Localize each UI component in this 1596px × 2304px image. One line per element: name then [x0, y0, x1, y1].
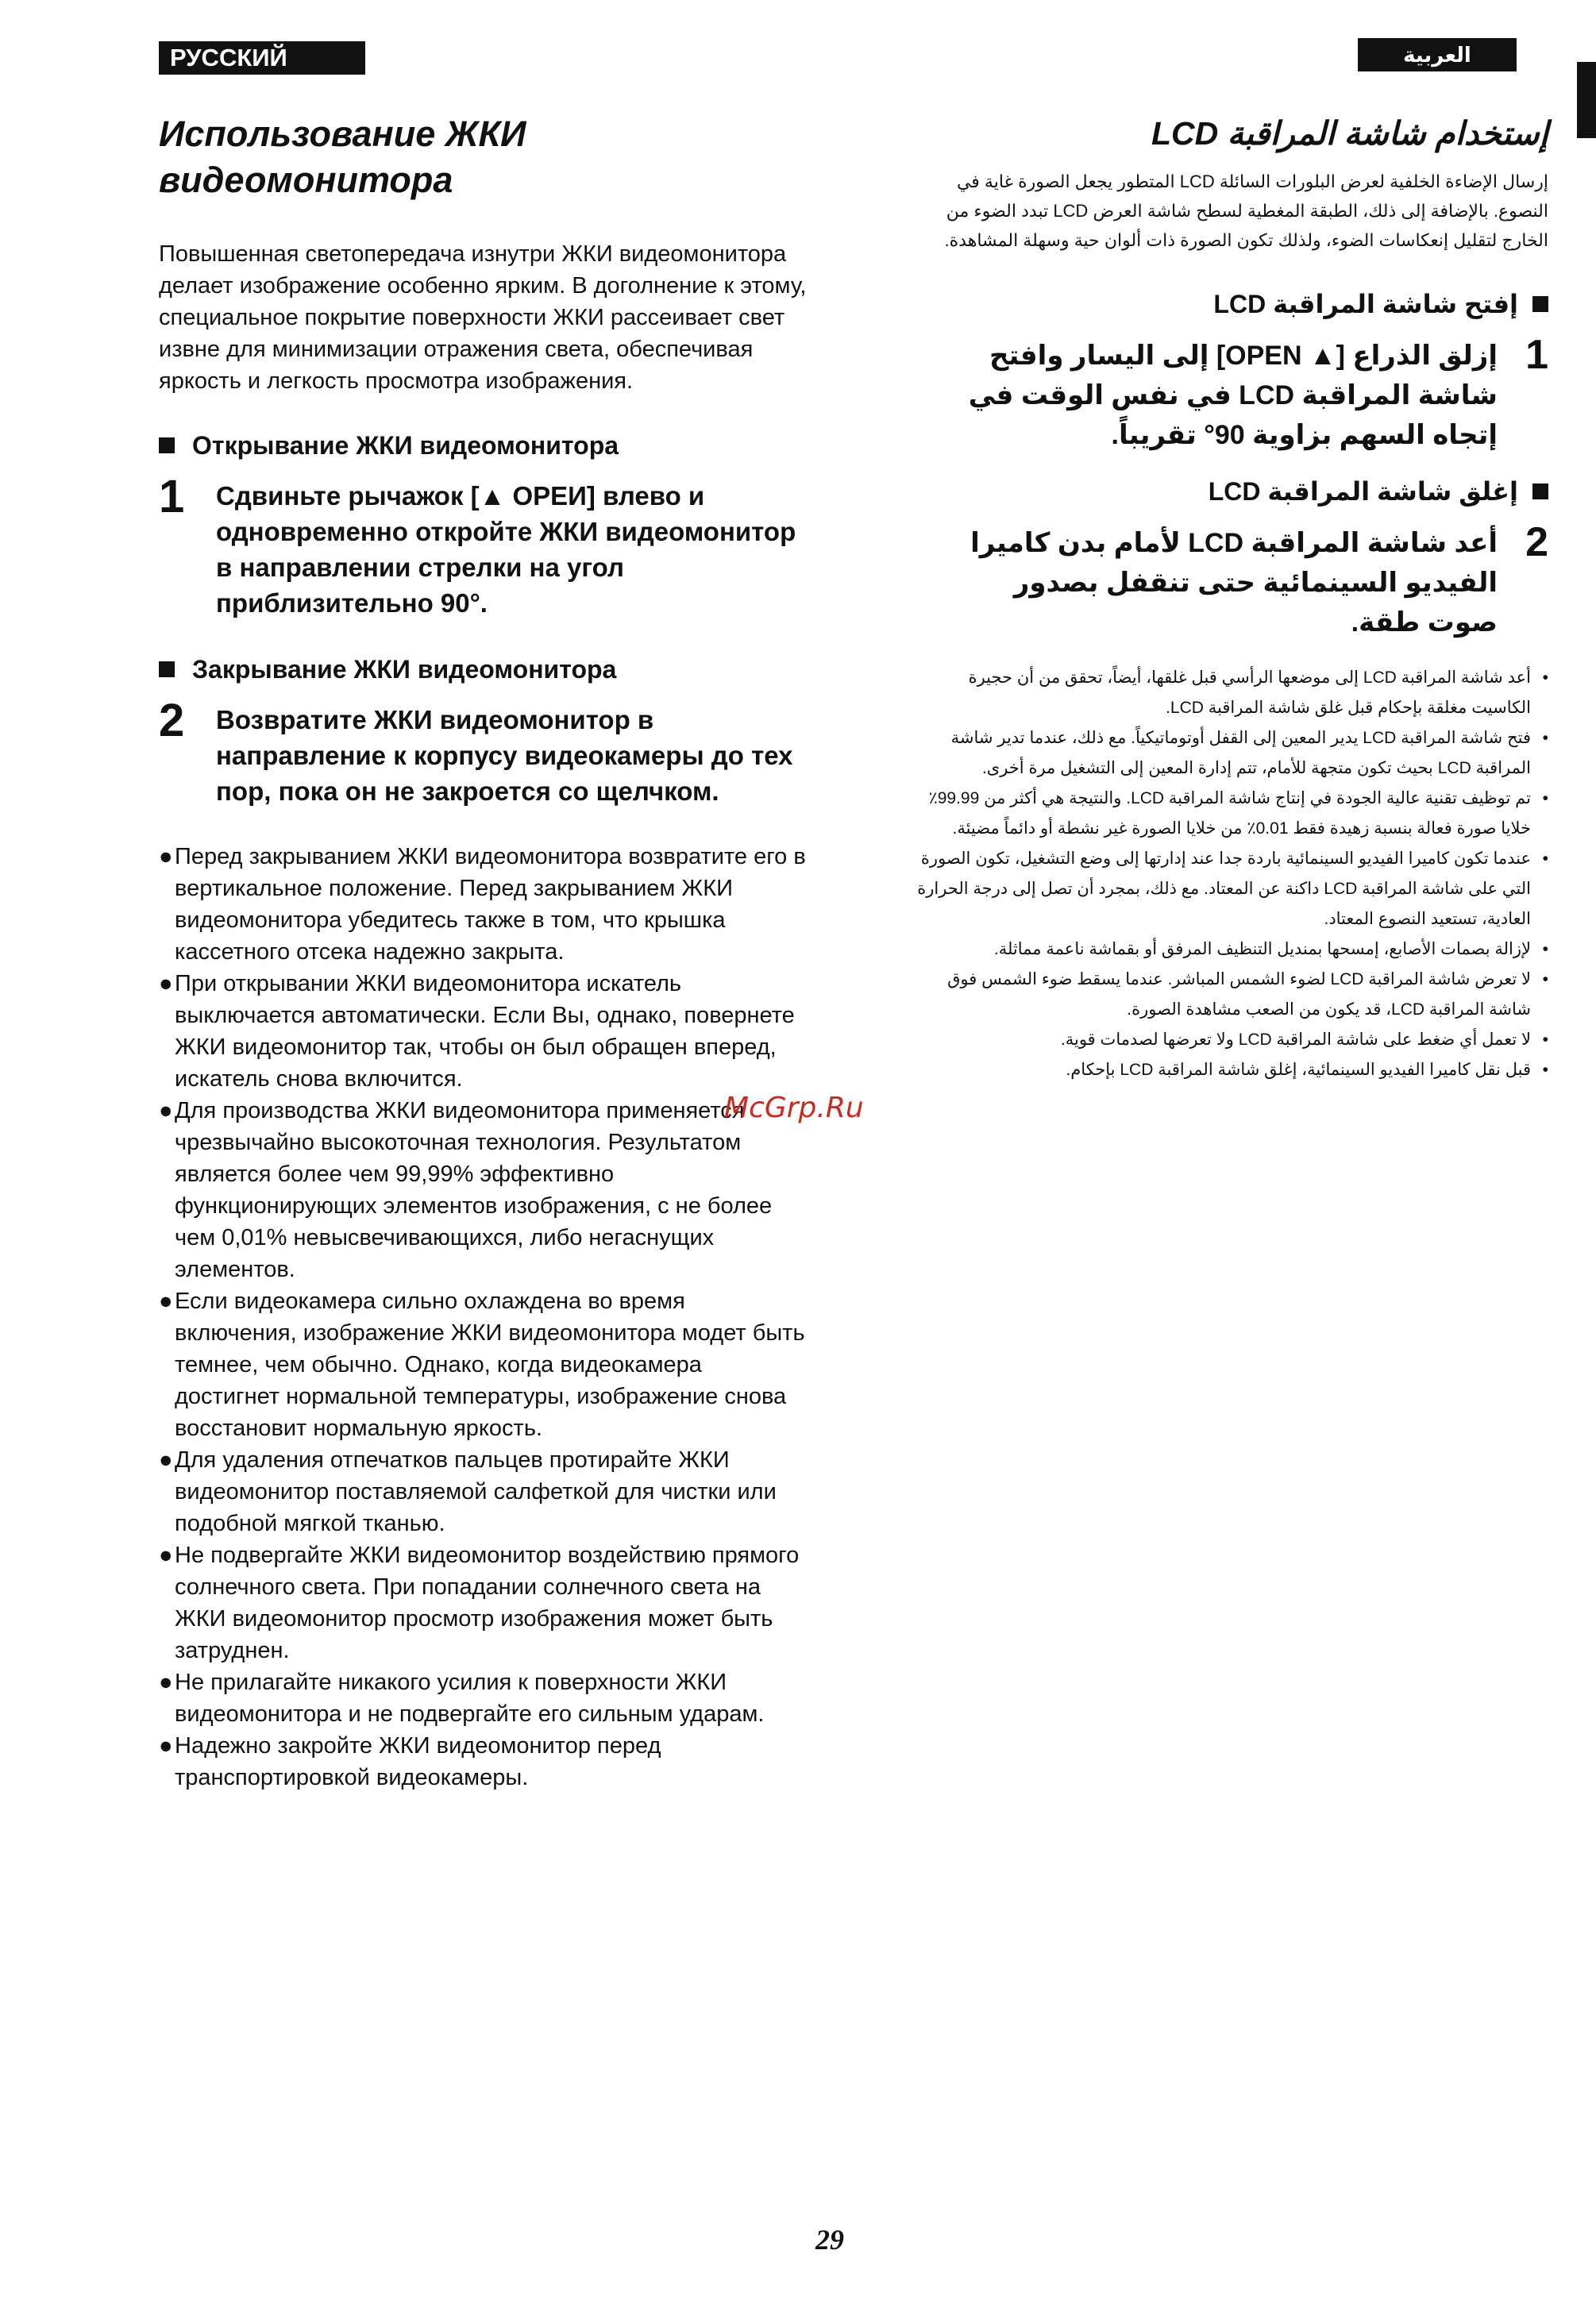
list-item: ● Не подвергайте ЖКИ видеомонитор воздействию прямого солнечного света. При попадании солнечного света на ЖКИ видеомонитор просмотр изображения может быть затруднен. [159, 1539, 810, 1666]
page-title-line-2: видеомонитора [159, 160, 453, 200]
arabic-step-1-number: 1 [1525, 332, 1548, 378]
bullet-icon: • [1542, 729, 1548, 747]
arabic-intro-paragraph: إرسال الإضاءة الخلفية لعرض البلورات السائلة LCD المتطور يجعل الصورة غاية في النصوع. بالإضافة إلى ذلك، الطبقة المغطية لسطح شاشة العرض LCD تبدد الضوء من الخارج لتقليل إنعكاسات الضوء، ولذلك تكون الصورة ذات ألوان حية وسهلة المشاهدة. [944, 171, 1548, 250]
bullet-icon: ● [159, 1289, 173, 1314]
russian-column [159, 111, 810, 1793]
bullet-icon: • [1542, 789, 1548, 807]
arabic-title: إستخدام شاشة المراقبة LCD [1151, 115, 1548, 152]
step-2-number: 2 [159, 695, 185, 746]
bullet-icon: ● [159, 1733, 173, 1759]
list-item: • لا تعرض شاشة المراقبة LCD لضوء الشمس المباشر. عندما يسقط ضوء الشمس فوق شاشة المراقبة LCD، قد يكون من الصعب مشاهدة الصورة. [913, 965, 1548, 1025]
list-item: • تم توظيف تقنية عالية الجودة في إنتاج شاشة المراقبة LCD. والنتيجة هي أكثر من 99.99٪ خلايا صورة فعالة بنسبة زهيدة فقط 0.01٪ من خلايا الصورة غير نشطة أو دائماً مضيئة. [913, 784, 1548, 844]
bullet-icon: ● [159, 844, 173, 869]
list-item: • لإزالة بصمات الأصابع، إمسحها بمنديل التنظيف المرفق أو بقماشة ناعمة مماثلة. [913, 934, 1548, 965]
bullet-icon: ● [159, 971, 173, 996]
square-bullet-icon [1532, 296, 1548, 312]
intro-paragraph: Повышенная светопередача изнутри ЖКИ видеомонитора делает изображение особенно ярким. В доголнение к этому, специальное покрытие поверхности ЖКИ рассеивает свет извне для минимизации отражения света, обеспечивая яркость и легкость просмотра изображения. [159, 241, 807, 394]
arabic-step-1 [913, 332, 1548, 455]
open-lcd-heading [159, 429, 810, 462]
step-2-text: Возвратите ЖКИ видеомонитор в направление к корпусу видеокамеры до тех пор, пока он не закроется со щелчком. [216, 705, 793, 806]
step-1-number: 1 [159, 471, 185, 522]
arabic-step-2-number: 2 [1525, 519, 1548, 565]
step-1 [159, 471, 810, 621]
bullet-icon: ● [159, 1098, 173, 1123]
list-item: ● Для производства ЖКИ видеомонитора применяется чрезвычайно высокоточная технология. Результатом является более чем 99,99% эффективно функционирующих элементов изображения, с не более чем 0,01% невысвечивающихся, либо негаснущих элементов. [159, 1095, 810, 1285]
arabic-close-heading-text: إغلق شاشة المراقبة LCD [1208, 477, 1518, 506]
list-item: ● Надежно закройте ЖКИ видеомонитор перед транспортировкой видеокамеры. [159, 1730, 810, 1793]
bullet-icon: ● [159, 1543, 173, 1568]
notes-list [159, 841, 810, 1793]
bullet-icon: • [1542, 970, 1548, 988]
arabic-step-2 [913, 519, 1548, 642]
arabic-notes-list [913, 663, 1548, 1085]
list-item: ● Перед закрыванием ЖКИ видеомонитора возвратите его в вертикальное положение. Перед закрыванием ЖКИ видеомонитора убедитесь также в том, что крышка кассетного отсека надежно закрыта. [159, 841, 810, 968]
bullet-icon: ● [159, 1447, 173, 1473]
close-lcd-heading-text: Закрывание ЖКИ видеомонитора [192, 655, 617, 684]
square-bullet-icon [159, 437, 175, 453]
bullet-icon: ● [159, 1670, 173, 1695]
arabic-language-tab: العربية [1358, 38, 1517, 71]
bullet-icon: • [1542, 850, 1548, 868]
page-title-line-1: Использование ЖКИ [159, 114, 526, 154]
list-item: ● При открывании ЖКИ видеомонитора искатель выключается автоматически. Если Вы, однако, повернете ЖКИ видеомонитор так, чтобы он был обращен вперед, искатель снова включится. [159, 968, 810, 1095]
square-bullet-icon [159, 661, 175, 677]
arabic-open-heading [913, 287, 1548, 322]
list-item: ● Для удаления отпечатков пальцев протирайте ЖКИ видеомонитор поставляемой салфеткой для чистки или подобной мягкой тканью. [159, 1444, 810, 1539]
arabic-step-2-text: أعد شاشة المراقبة LCD لأمام بدن كاميرا الفيديو السينمائية حتى تنقفل بصدور صوت طقة. [970, 528, 1498, 638]
open-lcd-heading-text: Открывание ЖКИ видеомонитора [192, 431, 619, 460]
arabic-column [913, 111, 1548, 1085]
list-item: ● Если видеокамера сильно охлаждена во время включения, изображение ЖКИ видеомонитора модет быть темнее, чем обычно. Однако, когда видеокамера достигнет нормальной температуры, изображение снова восстановит нормальную яркость. [159, 1285, 810, 1444]
list-item: • لا تعمل أي ضغط على شاشة المراقبة LCD ولا تعرضها لصدمات قوية. [913, 1025, 1548, 1055]
page-number: 29 [815, 2224, 844, 2256]
russian-language-tab: РУССКИЙ ЯЗЫК [159, 41, 365, 75]
arabic-step-1-text: إزلق الذراع [▲ OPEN] إلى اليسار وافتح شاشة المراقبة LCD في نفس الوقت في إتجاه السهم بزاوية 90° تقريباً. [968, 341, 1498, 450]
step-2 [159, 695, 810, 809]
bullet-icon: • [1542, 940, 1548, 958]
list-item: • فتح شاشة المراقبة LCD يدير المعين إلى القفل أوتوماتيكياً. مع ذلك، عندما تدير شاشة المراقبة LCD بحيث تكون متجهة للأمام، تتم إدارة المعين إلى التشغيل مرة أخرى. [913, 723, 1548, 784]
bullet-icon: • [1542, 1061, 1548, 1079]
square-bullet-icon [1532, 484, 1548, 499]
page-title [159, 111, 810, 203]
list-item: • قبل نقل كاميرا الفيديو السينمائية، إغلق شاشة المراقبة LCD بإحكام. [913, 1055, 1548, 1085]
watermark: McGrp.Ru [724, 1092, 864, 1124]
list-item: ● Не прилагайте никакого усилия к поверхности ЖКИ видеомонитора и не подвергайте его сильным ударам. [159, 1666, 810, 1730]
close-lcd-heading [159, 653, 810, 686]
arabic-close-heading [913, 474, 1548, 509]
list-item: • عندما تكون كاميرا الفيديو السينمائية باردة جدا عند إدارتها إلى وضع التشغيل، تكون الصورة التي على شاشة المراقبة LCD داكنة عن المعتاد. مع ذلك، بمجرد أن تصل إلى درجة الحرارة العادية، تستعيد النصوع المعتاد. [913, 844, 1548, 934]
arabic-open-heading-text: إفتح شاشة المراقبة LCD [1213, 290, 1518, 318]
bullet-icon: • [1542, 1031, 1548, 1049]
step-1-text: Сдвиньте рычажок [▲ OPEИ] влево и одновременно откройте ЖКИ видеомонитор в направлении стрелки на угол приблизительно 90°. [216, 481, 796, 618]
list-item: • أعد شاشة المراقبة LCD إلى موضعها الرأسي قبل غلقها، أيضاً، تحقق من أن حجيرة الكاسيت مغلقة بإحكام قبل غلق شاشة المراقبة LCD. [913, 663, 1548, 723]
page-edge-marker [1577, 62, 1596, 138]
bullet-icon: • [1542, 668, 1548, 687]
